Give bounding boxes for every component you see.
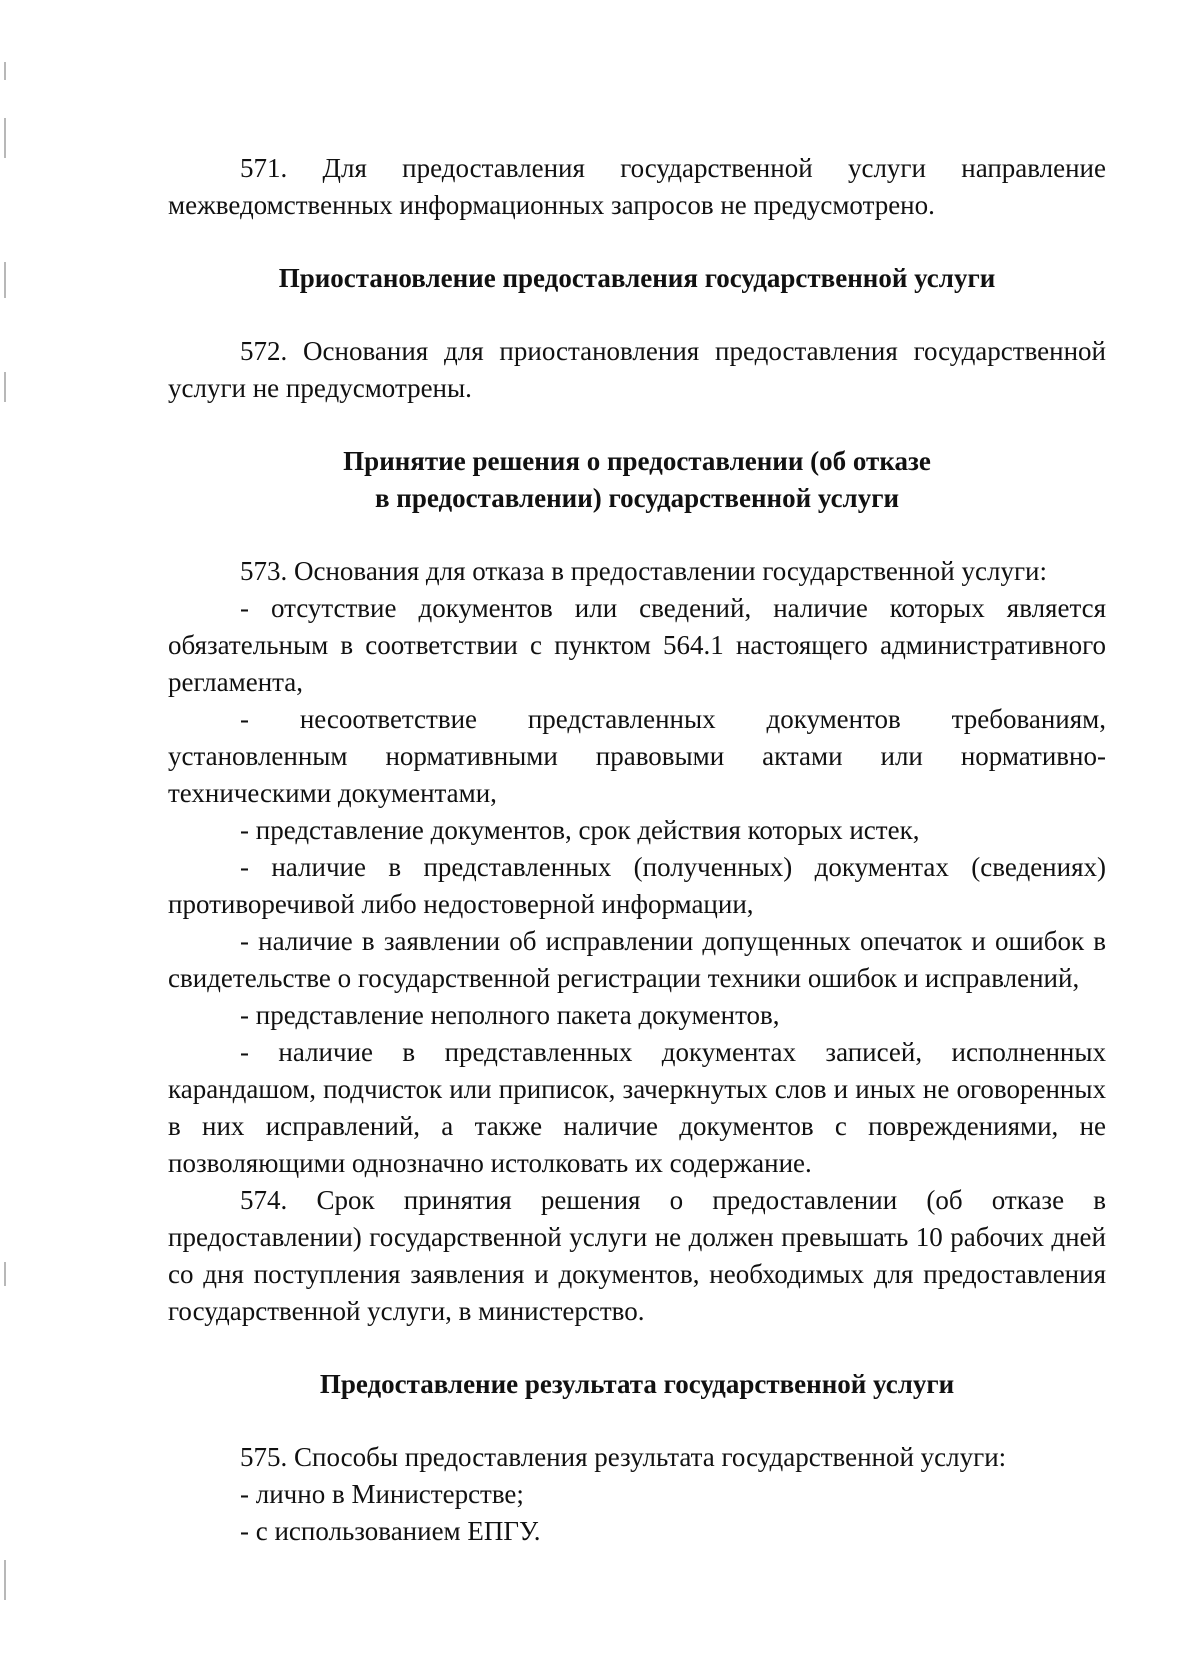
scan-edge-mark bbox=[4, 62, 6, 80]
scan-edge-mark bbox=[4, 372, 6, 402]
refusal-ground-item: - наличие в представленных документах записей, исполненных карандашом, подчисток или приписок, зачеркнутых слов и иных не оговоренных в них исправлений, а также наличие документов с повреждениями, не позволяющими однозначно истолковать их содержание. bbox=[168, 1037, 1106, 1178]
heading-suspension: Приостановление предоставления государственной услуги bbox=[278, 263, 996, 293]
scan-edge-mark bbox=[4, 1560, 6, 1600]
paragraph-573: 573. Основания для отказа в предоставлении государственной услуги: bbox=[240, 556, 1047, 586]
document-body bbox=[168, 150, 1106, 1550]
scan-edge-mark bbox=[4, 118, 6, 158]
heading-decision-line-2: в предоставлении) государственной услуги bbox=[374, 483, 900, 513]
heading-decision-line-1: Принятие решения о предоставлении (об отказе bbox=[343, 446, 931, 476]
paragraph-571: 571. Для предоставления государственной услуги направление межведомственных информационных запросов не предусмотрено. bbox=[168, 153, 1106, 220]
refusal-ground-item: - отсутствие документов или сведений, наличие которых является обязательным в соответствии с пунктом 564.1 настоящего административного регламента, bbox=[168, 593, 1106, 697]
refusal-ground-item: - наличие в представленных (полученных) документах (сведениях) противоречивой либо недостоверной информации, bbox=[168, 852, 1106, 919]
scan-edge-mark bbox=[4, 1262, 6, 1286]
scan-edge-mark bbox=[4, 262, 6, 298]
heading-result: Предоставление результата государственной услуги bbox=[319, 1369, 955, 1399]
paragraph-572: 572. Основания для приостановления предоставления государственной услуги не предусмотрены. bbox=[168, 336, 1106, 403]
refusal-ground-item: - представление документов, срок действия которых истек, bbox=[240, 815, 920, 845]
refusal-ground-item: - наличие в заявлении об исправлении допущенных опечаток и ошибок в свидетельстве о государственной регистрации техники ошибок и исправлений, bbox=[168, 926, 1106, 993]
refusal-ground-item: - несоответствие представленных документов требованиям, установленным нормативными правовыми актами или нормативно-техническими документами, bbox=[168, 704, 1106, 808]
paragraph-574: 574. Срок принятия решения о предоставлении (об отказе в предоставлении) государственной услуги не должен превышать 10 рабочих дней со дня поступления заявления и документов, необходимых для предоставления государственной услуги, в министерство. bbox=[168, 1185, 1106, 1326]
result-method-item: - лично в Министерстве; bbox=[240, 1479, 524, 1509]
refusal-ground-item: - представление неполного пакета документов, bbox=[240, 1000, 780, 1030]
result-method-item: - с использованием ЕПГУ. bbox=[240, 1516, 541, 1546]
paragraph-575: 575. Способы предоставления результата государственной услуги: bbox=[240, 1442, 1007, 1472]
